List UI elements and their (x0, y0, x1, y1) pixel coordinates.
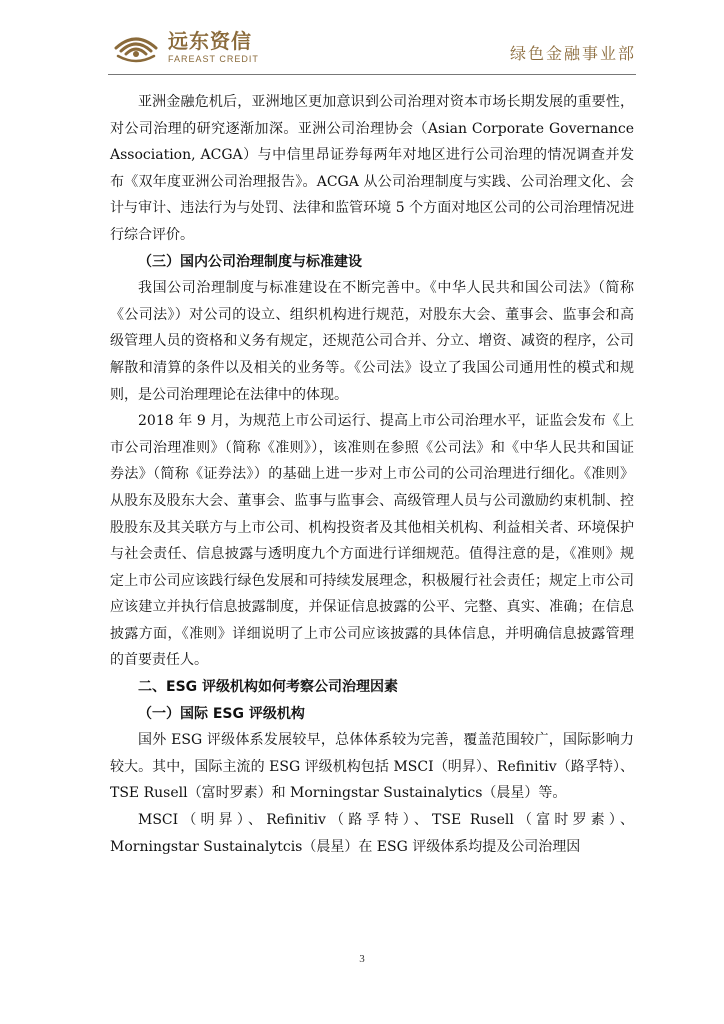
document-body (110, 89, 634, 860)
page-number: 3 (359, 953, 365, 965)
paragraph-governance-code: 2018 年 9 月，为规范上市公司运行、提高上市公司治理水平，证监会发布《上市公司治理准则》（简称《准则》），该准则在参照《公司法》和《中华人民共和国证券法》（简称《证券法》）的基础上进一步对上市公司的公司治理进行细化。《准则》从股东及股东大会、董事会、监事与监事会、高级管理人员与公司激励约束机制、控股股东及其关联方与上市公司、机构投资者及其他相关机构、利益相关者、环境保护与社会责任、信息披露与透明度九个方面进行详细规范。值得注意的是，《准则》规定上市公司应该践行绿色发展和可持续发展理念，积极履行社会责任；规定上市公司应该建立并执行信息披露制度，并保证信息披露的公平、完整、真实、准确；在信息披露方面，《准则》详细说明了上市公司应该披露的具体信息，并明确信息披露管理的首要责任人。 (110, 413, 634, 669)
paragraph-international-agencies: 国外 ESG 评级体系发展较早，总体体系较为完善，覆盖范围较广，国际影响力较大。其中，国际主流的 ESG 评级机构包括 MSCI（明昇）、Refinitiv（路孚特）、TSE Rusell（富时罗素）和 Morningstar Sustainalytics（晨星）等。 (110, 732, 634, 802)
department-name: 绿色金融事业部 (509, 44, 636, 63)
section-heading-domestic: （三）国内公司治理制度与标准建设 (138, 253, 362, 270)
brand-name-en: FAREAST CREDIT (168, 54, 259, 64)
chapter-heading-esg-rating: 二、ESG 评级机构如何考察公司治理因素 (138, 679, 399, 696)
paragraph-company-law: 我国公司治理制度与标准建设在不断完善中。《中华人民共和国公司法》（简称《公司法》）对公司的设立、组织机构进行规范，对股东大会、董事会、监事会和高级管理人员的资格和义务有规定，还规范公司合并、分立、增资、减资的程序，公司解散和清算的条件以及相关的业务等。《公司法》设立了我国公司通用性的模式和规则，是公司治理理论在法律中的体现。 (110, 280, 634, 403)
paragraph-agency-governance: MSCI（明昇）、Refinitiv（路孚特）、TSE Rusell（富时罗素）、Morningstar Sustainalytcis（晨星）在 ESG 评级体系均提及公司治理因 (110, 812, 634, 855)
section-heading-international: （一）国际 ESG 评级机构 (138, 705, 305, 722)
page-header (0, 0, 724, 80)
brand-name-cn: 远东资信 (168, 29, 252, 53)
paragraph-acga: 亚洲金融危机后，亚洲地区更加意识到公司治理对资本市场长期发展的重要性，对公司治理的研究逐渐加深。亚洲公司治理协会（Asian Corporate Governance Association, ACGA）与中信里昂证券每两年对地区进行公司治理的情况调查并发布《双年度亚洲公司治理报告》。ACGA 从公司治理制度与实践、公司治理文化、会计与审计、违法行为与处罚、法律和监管环境 5 个方面对地区公司的公司治理情况进行综合评价。 (110, 94, 634, 243)
brand-block (168, 29, 259, 65)
concentric-arc-logo-icon (110, 26, 162, 66)
header-divider (108, 74, 636, 75)
